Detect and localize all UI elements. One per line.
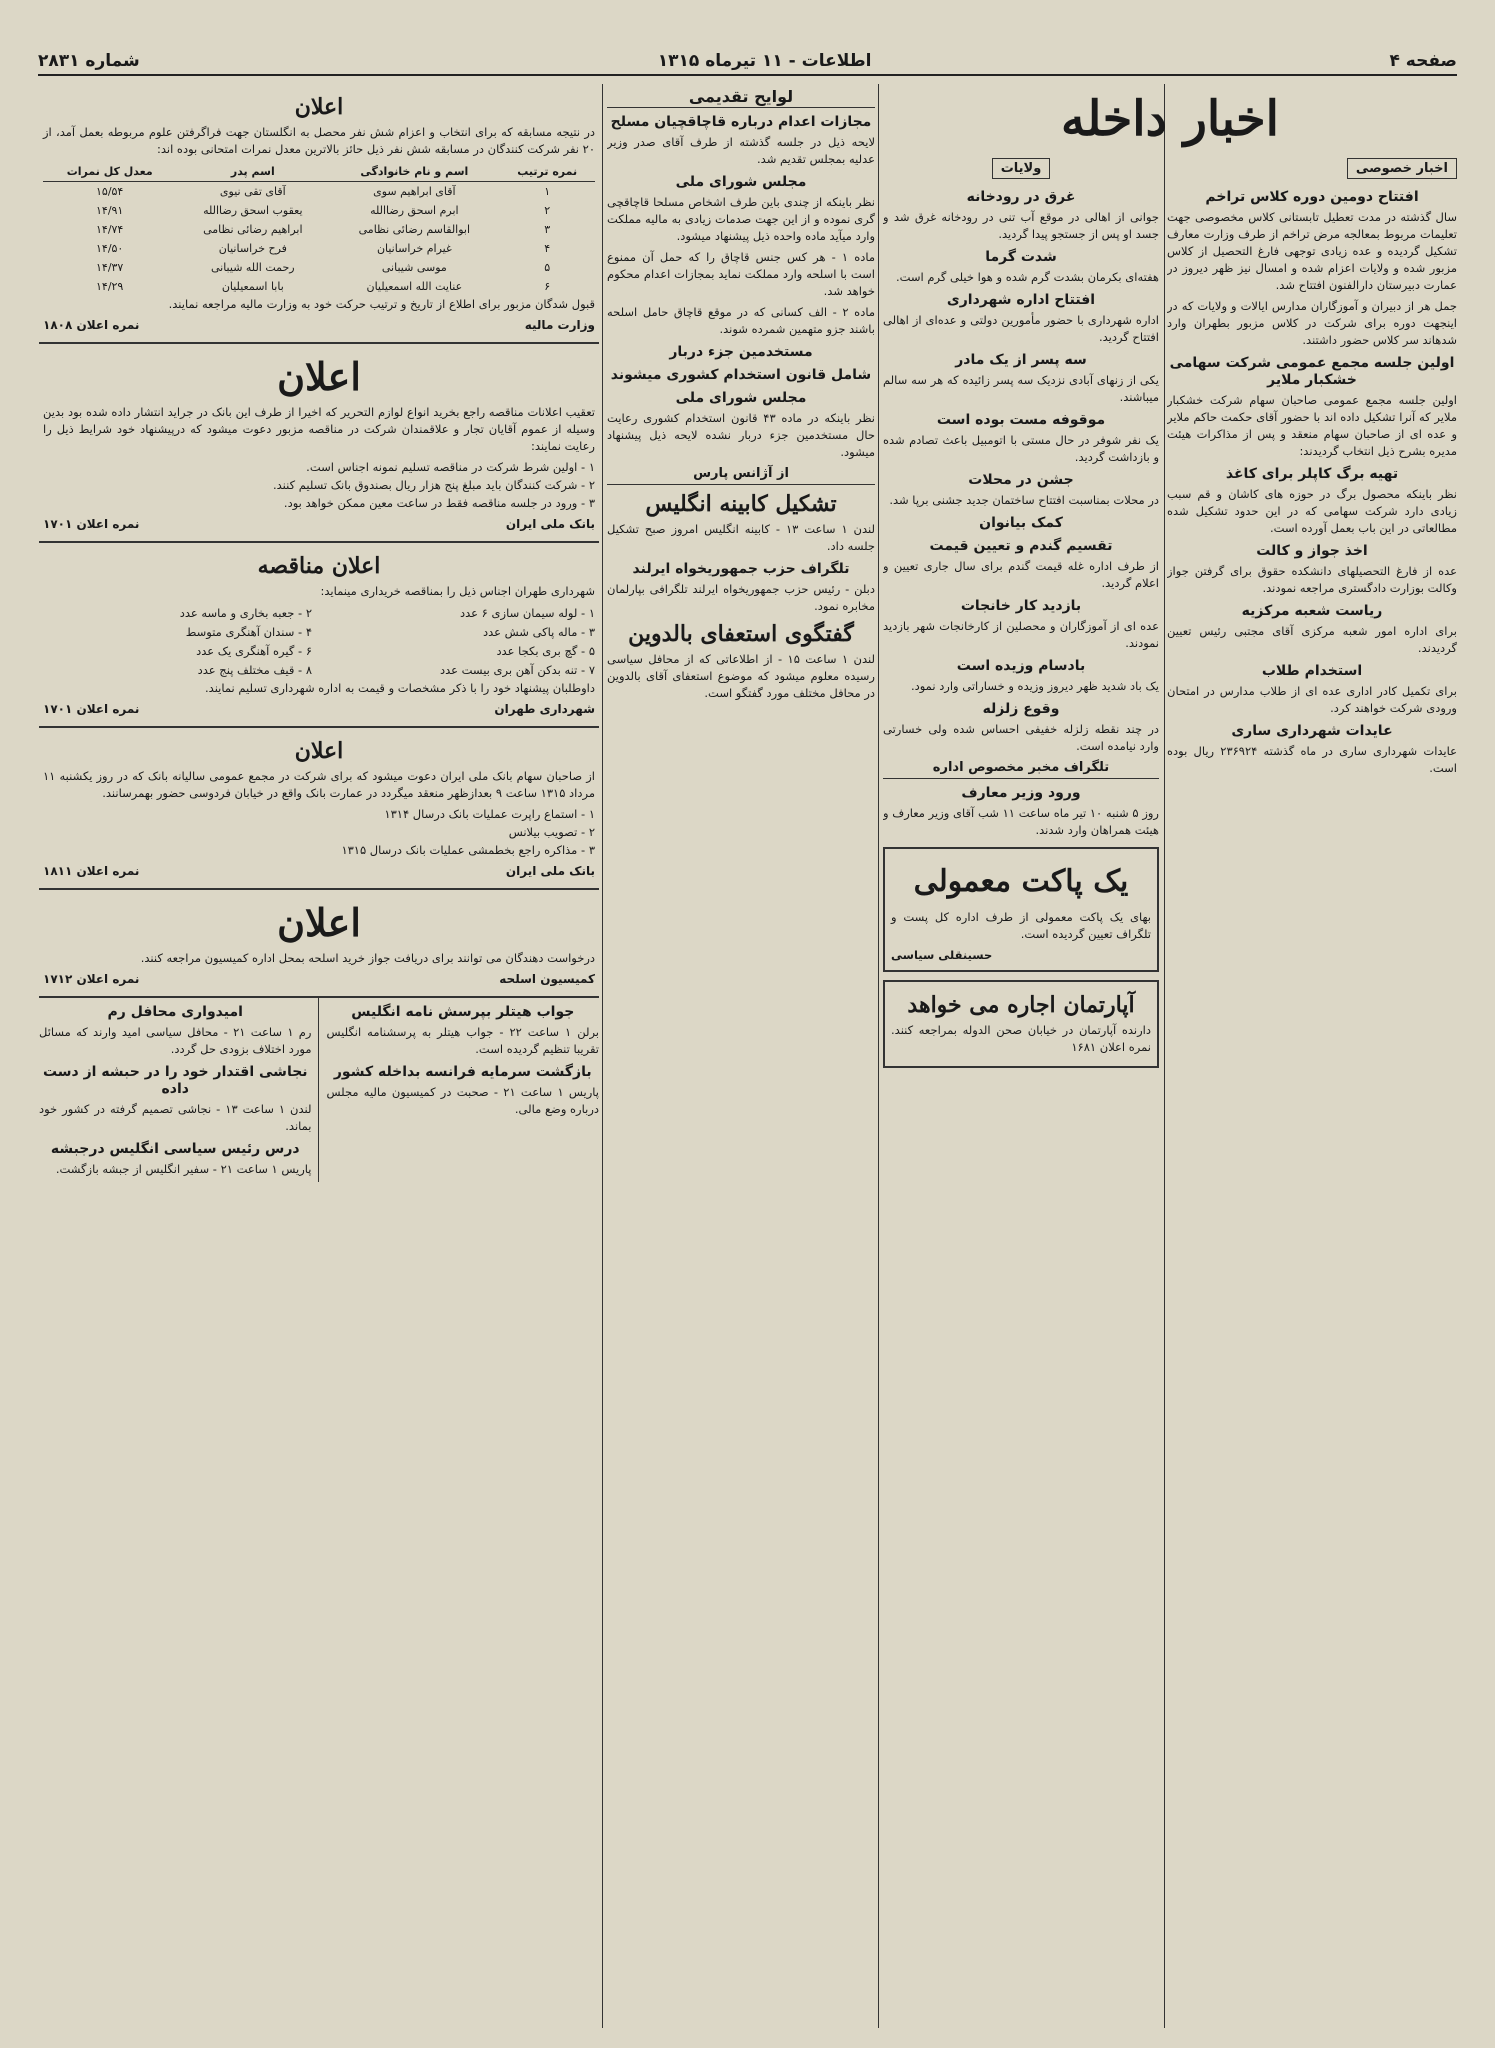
list-item: ۳ - مذاکره راجع بخطمشی عملیات بانک درسال ۱۳۱۵ [341, 843, 595, 857]
article-text: عایدات شهرداری ساری در ماه گذشته ۲۳۶۹۲۴ ریال بوده است. [1167, 744, 1457, 775]
article-text: اولین جلسه مجمع عمومی صاحبان سهام شرکت خشکبار ملایر که آنرا تشکیل داده اند با حضور آقای حکمت حاکم ملایر و عده ای از صاحبان سهام منعقد و پس از مذاکرات هیئت مدیره بشرح ذیل انتخاب گردیدند: [1167, 393, 1457, 458]
headline: بازگشت سرمایه فرانسه بداخله کشور [333, 1064, 592, 1080]
headline: تشکیل کابینه انگلیس [645, 491, 837, 517]
article-text: جمل هر از دبیران و آموزگاران مدارس ایالات و ولایات که در اینجهت دوره برای شرکت در کلاس مزبور بطهران وارد شدهاند سر کلاس حضور داشتند. [1167, 299, 1457, 347]
article-text: هفته‌ای بکرمان بشدت گرم شده و هوا خیلی گرم است. [895, 270, 1159, 284]
headline: اخذ جواز و کالت [1256, 543, 1368, 559]
page-number: صفحه ۴ [1389, 51, 1457, 71]
article-text: عده ای از آموزگاران و محصلین از کارخانجات شهر بازدید نمودند. [883, 619, 1159, 650]
ad-signature: حسینقلی سیاسی [891, 948, 993, 962]
notice-signature: وزارت مالیه [524, 318, 595, 332]
table-cell: موسی شیبانی [381, 261, 447, 274]
notice-bank-tender [39, 344, 599, 543]
notice-municipality-tender [39, 543, 599, 728]
list-item: ۵ - گچ بری بکجا عدد [496, 644, 595, 658]
table-cell: ابرم اسحق رضاالله [370, 204, 459, 217]
headline: جشن در محلات [968, 472, 1074, 488]
notice-finance [39, 84, 599, 344]
headline: تلگراف حزب جمهوریخواه ایرلند [632, 561, 850, 577]
table-cell: غیرام خراسانیان [376, 242, 452, 255]
article-text: نظر باینکه در ماده ۴۳ قانون استخدام کشوری رعایت حال مستخدمین جزء دربار نشده لایحه ذیل پیشنهاد میشود. [607, 411, 875, 459]
article-text: روز ۵ شنبه ۱۰ تیر ماه ساعت ۱۱ شب آقای وزیر معارف و هیئت همراهان وارد شدند. [883, 806, 1159, 837]
article-text: سال گذشته در مدت تعطیل تابستانی کلاس مخصوصی جهت تعلیمات مربوط بمعالجه مرض تراخم از طرف وزارت معارف تشکیل گردیده و عده زیادی توجهی فارغ التحصیل از کلاس مزبور شده و ولایات اعزام شده و امسال نیز ظهر دیروز در عمارت دبیرستان دارالفنون افتتاح شد. [1167, 210, 1457, 292]
article-text: لندن ۱ ساعت ۱۵ - از اطلاعاتی که از محافل سیاسی رسیده معلوم میشود که موضوع استعفای آقای بالدوین در محافل مختلف مورد گفتگو است. [607, 652, 875, 700]
article-text: اداره شهرداری با حضور مأمورین دولتی و عده‌ای از اهالی افتتاح گردید. [883, 313, 1159, 344]
headline: افتتاح اداره شهرداری [946, 292, 1096, 308]
notice-text: درخواست دهندگان می توانند برای دریافت جواز خرید اسلحه بمحل اداره کمیسیون مراجعه کنند. [140, 951, 595, 965]
table-row [43, 182, 595, 202]
headline: امیدواری محافل رم [107, 1004, 243, 1020]
telegraph-box: تلگراف مخبر مخصوص اداره [883, 759, 1159, 779]
headline: تهیه برگ کاپلر برای کاغذ [1225, 466, 1399, 482]
list-item: ۲ - شرکت کنندگان باید مبلغ پنج هزار ریال بصندوق بانک تسلیم کنند. [272, 478, 595, 492]
table-cell: ۱۵/۵۴ [96, 185, 124, 198]
list-item: ۱ - استماع راپرت عملیات بانک درسال ۱۳۱۴ [384, 807, 595, 821]
headline: کمک بیانوان [979, 515, 1063, 531]
notice-text: از صاحبان سهام بانک ملی ایران دعوت میشود که برای شرکت در مجمع عمومی سالیانه بانک که در روز یکشنبه ۱۱ مرداد ۱۳۱۵ ساعت ۹ بعدازظهر منعقد میگردد در عمارت بانک واقع در خیابان فردوسی حضور بهمرسانند. [43, 769, 595, 800]
list-item: ۴ - سندان آهنگری متوسط [185, 625, 312, 639]
article-text: لندن ۱ ساعت ۱۳ - کابینه انگلیس امروز صبح تشکیل جلسه داد. [607, 522, 875, 553]
headline: گفتگوی استعفای بالدوین [628, 621, 854, 647]
table-cell: ۱۴/۲۹ [96, 280, 124, 293]
article-text: از طرف اداره غله قیمت گندم برای سال جاری تعیین و اعلام گردید. [883, 559, 1159, 590]
headline: ریاست شعبه مرکزیه [1241, 603, 1383, 619]
article-text: ماده ۲ - الف کسانی که در موقع قاچاق حامل اسلحه باشند جزو متهمین شمرده شوند. [607, 305, 875, 336]
headline: بازدید کار خانجات [960, 598, 1082, 614]
table-cell: ۳ [544, 223, 551, 236]
article-text: برلن ۱ ساعت ۲۲ - جواب هیتلر به پرسشنامه انگلیس تقریبا تنظیم گردیده است. [326, 1025, 599, 1056]
table-cell: عنایت الله اسمعیلیان [366, 280, 463, 293]
article-text: پاریس ۱ ساعت ۲۱ - صحبت در کمیسیون مالیه مجلس درباره وضع مالی. [326, 1085, 599, 1116]
notice-text: قبول شدگان مزبور برای اطلاع از تاریخ و ترتیب حرکت خود به وزارت مالیه مراجعه نمایند. [168, 297, 595, 311]
table-cell: رحمت الله شیبانی [210, 261, 295, 274]
ad-text: بهای یک پاکت معمولی از طرف اداره کل پست و تلگراف تعیین گردیده است. [891, 910, 1151, 941]
table-cell: یعقوب اسحق رضاالله [203, 204, 303, 217]
table-header: اسم پدر [176, 162, 329, 182]
article-text: در محلات بمناسبت افتتاح ساختمان جدید جشنی برپا شد. [889, 493, 1159, 507]
notice-signature: شهرداری طهران [494, 702, 595, 716]
headline: اولین جلسه مجمع عمومی شرکت سهامی خشکبار ملایر [1169, 355, 1455, 388]
notice-text: داوطلبان پیشنهاد خود را با ذکر مشخصات و قیمت به اداره شهرداری تسلیم نمایند. [205, 681, 595, 695]
table-cell: ۱۴/۹۱ [96, 204, 124, 217]
table-cell: ۴ [544, 242, 551, 255]
table-cell: ۵ [544, 261, 551, 274]
notice-title: اعلان [294, 738, 344, 764]
list-item: ۱ - لوله سیمان سازی ۶ عدد [459, 606, 595, 620]
list-item: ۳ - ماله پاکی شش عدد [482, 625, 595, 639]
column-domestic-news [883, 84, 1159, 2028]
article-text: برای تکمیل کادر اداری عده ای از طلاب مدارس در امتحان ورودی شرکت خواهند کرد. [1167, 684, 1457, 715]
table-cell: ابوالقاسم رضائی نظامی [358, 223, 471, 236]
table-row [43, 220, 595, 239]
notice-number: نمره اعلان ۱۷۱۲ [43, 972, 140, 986]
section-title: از آژانس پارس [607, 465, 875, 485]
apartment-ad [883, 980, 1159, 1068]
headline: نجاشی اقتدار خود را در حبشه از دست داده [42, 1064, 308, 1097]
ad-text: دارنده آپارتمان در خیابان صحن الدوله بمراجعه کنند. نمره اعلان ۱۶۸۱ [891, 1023, 1151, 1054]
section-label: ولایات [992, 158, 1051, 179]
headline: عایدات شهرداری ساری [1231, 723, 1393, 739]
table-cell: ۶ [544, 280, 551, 293]
notice-shareholders [39, 728, 599, 890]
article-text: نظر باینکه از چندی باین طرف اشخاص مسلحا قاچاقچی گری نموده و از این جهت صدمات زیادی به مالیه مملکت وارد میآید ماده واحده ذیل پیشنهاد میشود. [607, 195, 875, 243]
article-text: برای اداره امور شعبه مرکزی آقای مجتبی رئیس تعیین گردیدند. [1167, 624, 1457, 655]
article-text: پاریس ۱ ساعت ۲۱ - سفیر انگلیس از جبشه بازگشت. [55, 1162, 312, 1176]
headline: موقوفه مست بوده است [936, 412, 1106, 428]
list-item: ۲ - تصویب بیلانس [508, 825, 595, 839]
winners-table [43, 162, 595, 296]
notice-title: اعلان [277, 354, 361, 399]
notice-signature: بانک ملی ایران [505, 864, 595, 878]
notice-number: نمره اعلان ۱۸۰۸ [43, 318, 140, 332]
article-text: یک باد شدید ظهر دیروز وزیده و خساراتی وارد نمود. [910, 679, 1159, 693]
headline: جواب هیتلر بپرسش نامه انگلیس [351, 1004, 575, 1020]
table-cell: آقای تقی نیوی [219, 185, 286, 198]
table-header: معدل کل نمرات [43, 162, 176, 182]
headline: مستخدمین جزء دربار [669, 344, 813, 360]
ad-title: یک پاکت معمولی [913, 864, 1129, 899]
headline: مجلس شورای ملی [675, 390, 807, 406]
table-row [43, 201, 595, 220]
article-text: عده از فارغ التحصیلهای دانشکده حقوق برای گرفتن جواز وکالت بوزارت دادگستری مراجعه نمودند. [1167, 564, 1457, 595]
table-cell: ۱۴/۵۰ [96, 242, 124, 255]
list-item: ۷ - تنه بدکن آهن بری بیست عدد [439, 663, 595, 677]
list-item: ۳ - ورود در جلسه مناقصه فقط در ساعت معین ممکن خواهد بود. [283, 496, 595, 510]
notice-number: نمره اعلان ۱۸۱۱ [43, 864, 140, 878]
column-rule [1164, 84, 1165, 2028]
table-header: اسم و نام خانوادگی [329, 162, 499, 182]
table-row [43, 277, 595, 296]
article-text: در چند نقطه زلزله خفیفی احساس شده ولی خسارتی وارد نیامده است. [883, 722, 1159, 753]
headline: سه پسر از یک مادر [955, 352, 1087, 368]
headline: مجازات اعدام درباره قاچاقچیان مسلح [610, 114, 872, 130]
issue-number: شماره ۲۸۳۱ [38, 51, 140, 71]
column-rule [602, 84, 603, 2028]
notice-text: در نتیجه مسابقه که برای انتخاب و اعزام شش نفر محصل به انگلستان جهت فراگرفتن علوم مربوطه بعمل آمد، از ۲۰ نفر شرکت کنندگان در مسابقه شش نفر ذیل حائز بالاترین معدل نمرات امتحانی بوده اند: [43, 125, 595, 156]
list-item: ۲ - جعبه بخاری و ماسه عدد [179, 606, 312, 620]
notice-title: اعلان [277, 900, 361, 945]
table-cell: ۲ [544, 204, 551, 217]
table-cell: آقای ابراهیم سوی [373, 185, 456, 198]
article-text: جوانی از اهالی در موقع آب تنی در رودخانه غرق شد و جسد او پس از جستجو پیدا گردید. [883, 210, 1159, 241]
table-cell: فرح خراسانیان [218, 242, 287, 255]
foreign-news [39, 998, 599, 1182]
headline: مجلس شورای ملی [675, 174, 807, 190]
article-text: لندن ۱ ساعت ۱۳ - نجاشی تصمیم گرفته در کشور خود بماند. [39, 1102, 312, 1133]
masthead-title: اخبار داخله [1060, 91, 1279, 147]
table-cell: ۱۴/۷۴ [96, 223, 124, 236]
notice-text: شهرداری طهران اجناس ذیل را بمناقصه خریداری مینماید: [320, 584, 595, 598]
article-text: نظر باینکه محصول برگ در حوزه های کاشان و قم سبب زیادی دارد شرکت سهامی که در این حدود تشکیل شده مطالعاتی در این باب بعمل آورده است. [1167, 487, 1457, 535]
notice-signature: بانک ملی ایران [505, 517, 595, 531]
headline: غرق در رودخانه [966, 189, 1076, 205]
column-rule [878, 84, 879, 2028]
notice-title: اعلان مناقصه [257, 553, 381, 579]
table-row [43, 239, 595, 258]
foreign-news-right [327, 998, 600, 1182]
headline: شامل قانون استخدام کشوری میشوند [610, 367, 872, 383]
headline: تقسیم گندم و تعیین قیمت [929, 538, 1113, 554]
table-header: نمره ترتیب [499, 162, 595, 182]
notice-signature: کمیسیون اسلحه [499, 972, 595, 986]
notice-title: اعلان [294, 94, 344, 120]
list-item: ۸ - قیف مختلف پنج عدد [197, 663, 312, 677]
headline: درس رئیس سیاسی انگلیس درجبشه [50, 1141, 300, 1157]
list-item: ۱ - اولین شرط شرکت در مناقصه تسلیم نمونه اجناس است. [306, 460, 595, 474]
paper-date: اطلاعات - ۱۱ تیرماه ۱۳۱۵ [657, 51, 872, 71]
table-cell: ۱ [544, 185, 551, 198]
notice-number: نمره اعلان ۱۷۰۱ [43, 517, 140, 531]
headline: استخدام طلاب [1261, 663, 1363, 679]
headline: بادسام وزیده است [956, 658, 1086, 674]
foreign-news-left [39, 998, 319, 1182]
headline: افتتاح دومین دوره کلاس تراخم [1205, 189, 1419, 205]
notice-text: تعقیب اعلانات مناقصه راجع بخرید انواع لوازم التحریر که اخیرا از طرف این بانک در جراید انتشار داده شده بود بدین وسیله از عموم آقایان تجار و علاقمندان شرکت در مناقصه مزبور دعوت میشود که درپیشنهاد خود شرایط ذیل را رعایت نمایند: [43, 405, 595, 453]
column-private-news [1167, 84, 1457, 2028]
article-text: یک نفر شوفر در حال مستی با اتومبیل باعث تصادم شده و بازداشت گردید. [883, 433, 1159, 464]
notice-weapons [39, 890, 599, 998]
section-label: اخبار خصوصی [1347, 158, 1457, 179]
article-text: رم ۱ ساعت ۲۱ - محافل سیاسی امید وارند که مسائل مورد اختلاف بزودی حل گردد. [39, 1025, 312, 1056]
headline: ورود وزیر معارف [961, 785, 1081, 801]
article-text: ماده ۱ - هر کس جنس قاچاق را که حمل آن ممنوع است با اسلحه وارد مملکت نماید بمجازات اعدام محکوم خواهد شد. [607, 250, 875, 298]
article-text: دبلن - رئیس حزب جمهوریخواه ایرلند تلگرافی بپارلمان مخابره نمود. [607, 582, 875, 613]
column-notices [39, 84, 599, 2028]
envelope-ad [883, 847, 1159, 972]
list-item: ۶ - گیره آهنگری یک عدد [196, 644, 312, 658]
headline: شدت گرما [985, 249, 1057, 265]
notice-number: نمره اعلان ۱۷۰۱ [43, 702, 140, 716]
ad-title: آپارتمان اجاره می خواهد [907, 992, 1135, 1018]
table-cell: ۱۴/۳۷ [96, 261, 124, 274]
article-text: لایحه ذیل در جلسه گذشته از طرف آقای صدر وزیر عدلیه بمجلس تقدیم شد. [607, 135, 875, 166]
page-header [38, 48, 1457, 76]
table-row [43, 258, 595, 277]
section-title: لوایح تقدیمی [607, 88, 875, 108]
column-bills [607, 84, 875, 2028]
table-cell: ابراهیم رضائی نظامی [203, 223, 303, 236]
table-cell: بابا اسمعیلیان [221, 280, 284, 293]
article-text: یکی از زنهای آبادی نزدیک سه پسر زائیده که هر سه سالم میباشند. [883, 373, 1159, 404]
headline: وقوع زلزله [982, 701, 1060, 717]
